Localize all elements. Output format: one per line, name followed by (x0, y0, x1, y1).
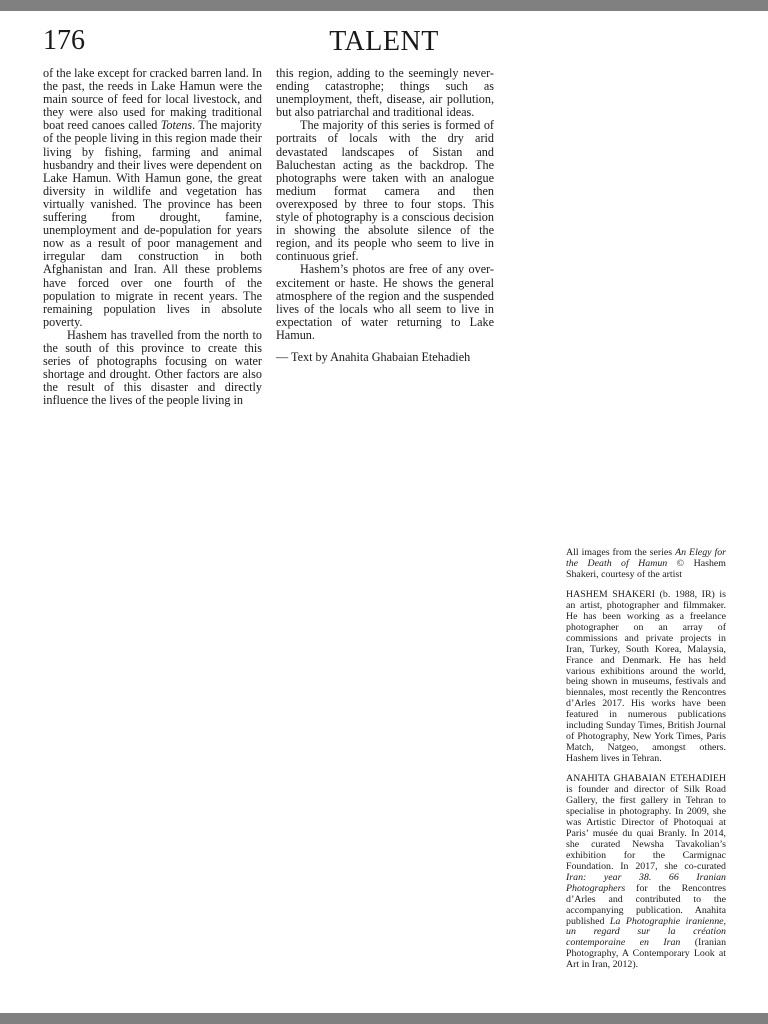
artist-bio: HASHEM SHAKERI (b. 1988, IR) is an artist, photographer and filmmaker. He has been working as a freelance photographer on an array of commissions and private projects in Iran, Turkey, South Korea, Malaysia, France and Denmark. He has held various exhibitions around the world, being shown in museums, festivals and biennales, most recently the Rencontres d’Arles 2017. His works have been featured in numerous publications including Sunday Times, British Journal of Photography, New York Times, Paris Match, Natgeo, amongst others. Hashem lives in Tehran. (566, 588, 726, 765)
italic-term: Totens (160, 118, 193, 133)
image-credit: All images from the series An Elegy for the Death of Hamun © Hashem Shakeri, courtesy of the artist (566, 547, 726, 580)
caption-sidebar (566, 548, 726, 980)
top-border-bar (0, 0, 768, 11)
byline: — Text by Anahita Ghabaian Etehadieh (276, 349, 471, 364)
article-paragraph: The majority of this series is formed of portraits of locals with the dry arid devastated landscapes of Sistan and Baluchestan acting as the backdrop. The photographs were taken with an analogue medium format camera and then overexposed by three to four stops. This style of photography is a conscious decision in showing the absolute silence of the region, and its people who seem to live in continuous grief. (276, 118, 494, 264)
article-column-left (43, 67, 262, 407)
author-bio: ANAHITA GHABAIAN ETEHADIEH is founder and director of Silk Road Gallery, the first gallery in Tehran to specialise in photography. In 2009, she was Artistic Director of Photoquai at Paris’ musée du quai Branly. In 2014, she curated Newsha Tavakolian’s exhibition for the Carmignac Foundation. In 2017, she co-curated Iran: year 38. 66 Iranian Photographers for the Rencontres d’Arles and contributed to the accompanying publication. Anahita published La Photographie iranienne, un regard sur la création contemporaine en Iran (Iranian Photography, A Contemporary Look at Art in Iran, 2012). (566, 773, 727, 971)
article-paragraph: Hashem has travelled from the north to the south of this province to create this series of photographs focusing on water shortage and drought. Other factors are also the result of this disaster and directly influence the lives of the people living in (43, 327, 262, 408)
article-paragraph: of the lake except for cracked barren land. In the past, the reeds in Lake Hamun were the main source of feed for local livestock, and they were also used for making traditional boat reed canoes called Totens. The majority of the people living in this region made their living by fishing, farming and animal husbandry and their lives were dependent on Lake Hamun. With Hamun gone, the great diversity in wildlife and vegetation has virtually vanished. The province has been suffering from drought, famine, unemployment and de-population for years now as a result of poor management and irregular dam construction in both Afghanistan and Iran. All these problems have forced over one fourth of the population to migrate in recent years. The remaining population lives in absolute poverty. (43, 66, 262, 329)
bottom-border-bar (0, 1013, 768, 1024)
article-paragraph: this region, adding to the seemingly never-ending catastrophe; things such as unemployment, theft, disease, air pollution, but also patriarchal and traditional ideas. (276, 66, 494, 120)
article-paragraph: Hashem’s photos are free of any over-excitement or haste. He shows the general atmosphere of the region and the suspended lives of the locals who all seem to live in expectation of water returning to Lake Hamun. (276, 262, 494, 342)
page-number: 176 (43, 25, 85, 56)
section-title: TALENT (329, 26, 439, 57)
article-column-right (276, 67, 494, 364)
